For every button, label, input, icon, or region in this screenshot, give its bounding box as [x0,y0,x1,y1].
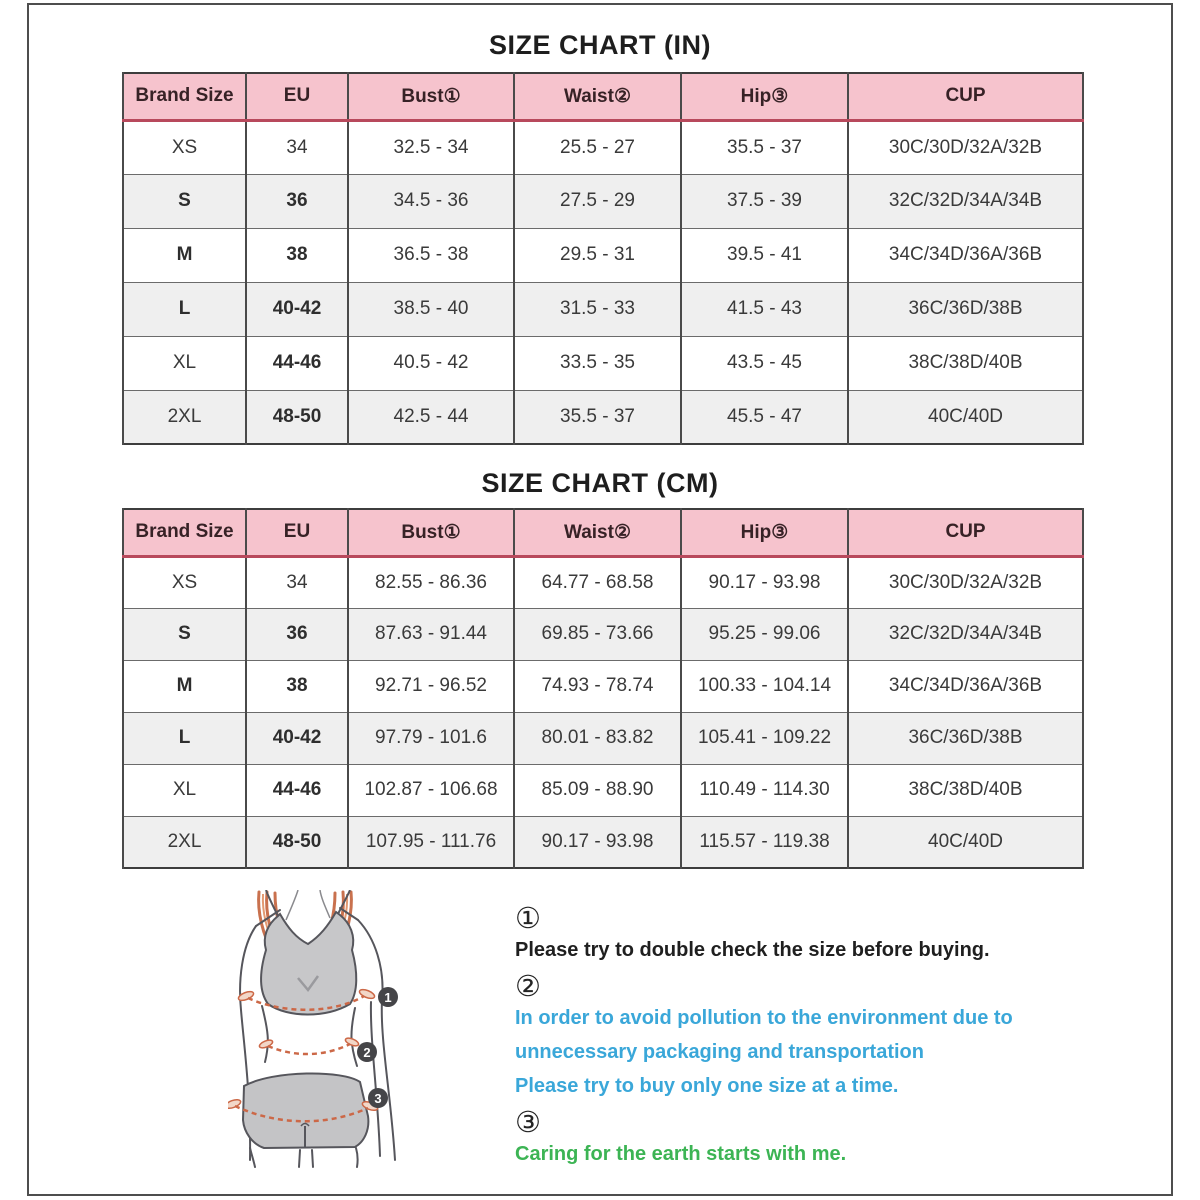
cell: 34C/34D/36A/36B [848,660,1083,712]
table-row [123,712,1083,764]
column-header: EU [246,73,348,120]
cell: 80.01 - 83.82 [514,712,681,764]
column-header: EU [246,509,348,556]
cell: 31.5 - 33 [514,282,681,336]
note-text: Please try to double check the size before buying. [515,939,990,961]
cell: 43.5 - 45 [681,336,848,390]
cell: 40.5 - 42 [348,336,514,390]
column-header: Waist② [514,73,681,120]
waist-badge [357,1042,377,1062]
cell: 40-42 [246,712,348,764]
cell: 95.25 - 99.06 [681,608,848,660]
cell: 36 [246,608,348,660]
cell: 36C/36D/38B [848,712,1083,764]
size-chart-cm-table [122,508,1084,869]
table-row [123,120,1083,174]
table-row [123,556,1083,608]
table-row [123,816,1083,868]
column-header: CUP [848,73,1083,120]
cell: 48-50 [246,816,348,868]
cell: 35.5 - 37 [681,120,848,174]
cell: 40-42 [246,282,348,336]
cell: 97.79 - 101.6 [348,712,514,764]
cell: XL [123,336,246,390]
cell: 74.93 - 78.74 [514,660,681,712]
cell: 29.5 - 31 [514,228,681,282]
cell: 107.95 - 111.76 [348,816,514,868]
cell: 25.5 - 27 [514,120,681,174]
cell: 64.77 - 68.58 [514,556,681,608]
cell: L [123,712,246,764]
column-header: Bust① [348,509,514,556]
hip-badge-number: 3 [374,1091,382,1106]
header-row [123,509,1083,556]
shorts [243,1073,368,1148]
sizing-notes [515,903,1100,1175]
cell: M [123,228,246,282]
cell: 38.5 - 40 [348,282,514,336]
column-header: Brand Size [123,73,246,120]
cell: 90.17 - 93.98 [514,816,681,868]
note-marker: ③ [515,1107,541,1139]
table-row [123,336,1083,390]
cell: 33.5 - 35 [514,336,681,390]
cell: 38C/38D/40B [848,764,1083,816]
cell: 2XL [123,816,246,868]
cell: XS [123,556,246,608]
cell: 42.5 - 44 [348,390,514,444]
cell: 39.5 - 41 [681,228,848,282]
header-row [123,73,1083,120]
cell: 2XL [123,390,246,444]
note-marker: ① [515,903,541,935]
table-row [123,608,1083,660]
size-chart-in-table [122,72,1084,445]
note-text: In order to avoid pollution to the environment due to [515,1007,1013,1029]
column-header: CUP [848,509,1083,556]
cell: XS [123,120,246,174]
cell: 48-50 [246,390,348,444]
waist-measure-line [258,1037,359,1054]
cell: 32C/32D/34A/34B [848,608,1083,660]
bust-badge-number: 1 [384,990,392,1005]
cell: 36C/36D/38B [848,282,1083,336]
note-text: Please try to buy only one size at a time. [515,1075,899,1097]
cell: 90.17 - 93.98 [681,556,848,608]
size-chart-cm-title: SIZE CHART (CM) [481,468,719,498]
cell: 34 [246,556,348,608]
note-text: Caring for the earth starts with me. [515,1143,847,1165]
table-row [123,228,1083,282]
bust-badge [378,987,398,1007]
column-header: Brand Size [123,509,246,556]
cell: 100.33 - 104.14 [681,660,848,712]
cell: 41.5 - 43 [681,282,848,336]
cell: 82.55 - 86.36 [348,556,514,608]
cell: M [123,660,246,712]
cell: 32C/32D/34A/34B [848,174,1083,228]
cell: 69.85 - 73.66 [514,608,681,660]
cell: 44-46 [246,764,348,816]
table-row [123,764,1083,816]
cell: L [123,282,246,336]
cell: 34 [246,120,348,174]
cell: XL [123,764,246,816]
hip-badge [368,1088,388,1108]
cell: 30C/30D/32A/32B [848,556,1083,608]
waist-badge-number: 2 [363,1045,371,1060]
column-header: Hip③ [681,509,848,556]
column-header: Waist② [514,509,681,556]
cell: 85.09 - 88.90 [514,764,681,816]
column-header: Hip③ [681,73,848,120]
cell: 87.63 - 91.44 [348,608,514,660]
cell: 27.5 - 29 [514,174,681,228]
cell: 40C/40D [848,390,1083,444]
cell: 110.49 - 114.30 [681,764,848,816]
cell: 105.41 - 109.22 [681,712,848,764]
cell: S [123,174,246,228]
cell: 35.5 - 37 [514,390,681,444]
table-row [123,390,1083,444]
size-chart-in-title: SIZE CHART (IN) [489,30,711,60]
cell: 92.71 - 96.52 [348,660,514,712]
cell: 38 [246,660,348,712]
cell: 34C/34D/36A/36B [848,228,1083,282]
note-marker: ② [515,971,541,1003]
note-text: unnecessary packaging and transportation [515,1041,924,1063]
cell: 34.5 - 36 [348,174,514,228]
cell: 30C/30D/32A/32B [848,120,1083,174]
table-row [123,660,1083,712]
cell: 44-46 [246,336,348,390]
cell: 36.5 - 38 [348,228,514,282]
cell: 38 [246,228,348,282]
table-row [123,174,1083,228]
column-header: Bust① [348,73,514,120]
cell: 38C/38D/40B [848,336,1083,390]
cell: 37.5 - 39 [681,174,848,228]
cell: 32.5 - 34 [348,120,514,174]
cell: 36 [246,174,348,228]
cell: 102.87 - 106.68 [348,764,514,816]
cell: 115.57 - 119.38 [681,816,848,868]
table-row [123,282,1083,336]
cell: 45.5 - 47 [681,390,848,444]
cell: S [123,608,246,660]
measurement-figure-illustration [228,890,413,1168]
cell: 40C/40D [848,816,1083,868]
